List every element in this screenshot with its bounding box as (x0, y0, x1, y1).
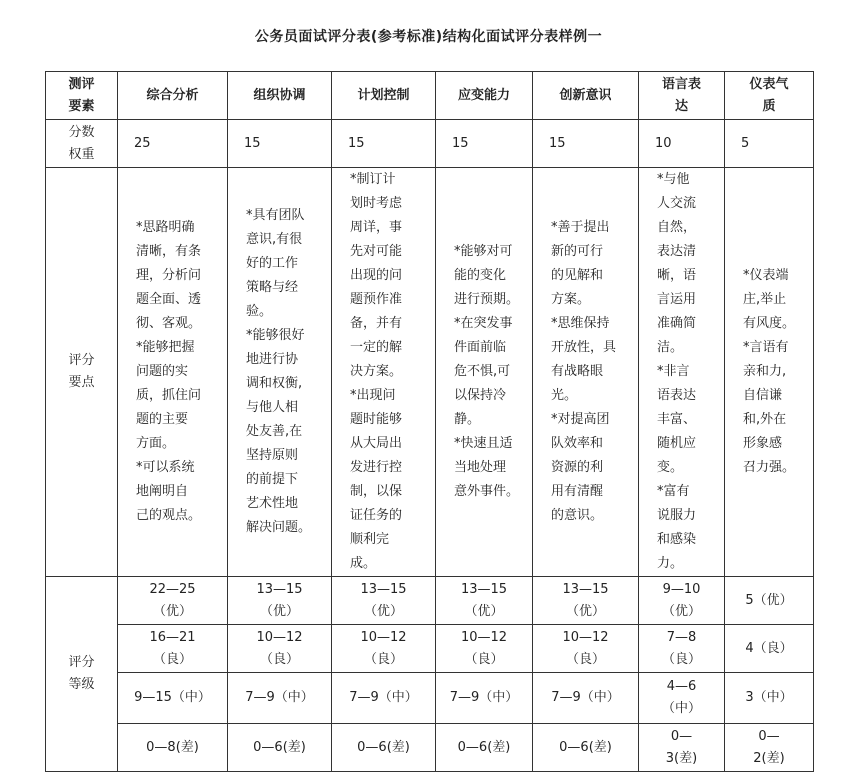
weight-row (46, 120, 814, 168)
points-cell: *具有团队 意识,有很 好的工作 策略与经 验。 *能够很好 地进行协 调和权衡, 与他人相 处友善,在 坚持原则 的前提下 艺术性地 解决问题。 (228, 168, 332, 577)
grade-cell: 13—15 （优） (436, 577, 533, 625)
row-label: 评分 要点 (46, 168, 118, 577)
grade-cell: 0—6(差) (332, 724, 436, 772)
grade-row-excellent (46, 577, 814, 625)
grade-cell: 16—21 （良） (118, 625, 228, 673)
weight-cell: 15 (533, 120, 639, 168)
header-row (46, 72, 814, 120)
grade-cell: 0— 2(差) (725, 724, 814, 772)
grade-cell: 0— 3(差) (639, 724, 725, 772)
column-header: 创新意识 (533, 72, 639, 120)
grade-row-poor (46, 724, 814, 772)
grade-cell: 0—6(差) (533, 724, 639, 772)
grade-cell: 7—9（中） (228, 673, 332, 724)
grade-cell: 13—15 （优） (332, 577, 436, 625)
weight-cell: 25 (118, 120, 228, 168)
grade-cell: 0—6(差) (436, 724, 533, 772)
grade-row-medium (46, 673, 814, 724)
weight-cell: 15 (436, 120, 533, 168)
column-header: 综合分析 (118, 72, 228, 120)
grade-cell: 4—6 （中） (639, 673, 725, 724)
grade-cell: 10—12 （良） (436, 625, 533, 673)
points-cell: *与他 人交流 自然， 表达清 晰，语 言运用 准确简 洁。 *非言 语表达 丰富、 随机应 变。 *富有 说服力 和感染 力。 (639, 168, 725, 577)
page-title: 公务员面试评分表(参考标准)结构化面试评分表样例一 (254, 29, 603, 45)
grade-cell: 10—12 （良） (332, 625, 436, 673)
grade-cell: 4（良） (725, 625, 814, 673)
points-row (46, 168, 814, 577)
weight-cell: 10 (639, 120, 725, 168)
points-cell: *仪表端 庄,举止 有风度。 *言语有 亲和力, 自信谦 和,外在 形象感 召力强。 (725, 168, 814, 577)
grade-row-good (46, 625, 814, 673)
column-header: 语言表 达 (639, 72, 725, 120)
column-header: 仪表气 质 (725, 72, 814, 120)
interview-scoring-table (45, 71, 814, 772)
grade-cell: 0—8(差) (118, 724, 228, 772)
grade-cell: 0—6(差) (228, 724, 332, 772)
row-label: 分数 权重 (46, 120, 118, 168)
points-cell: *思路明确 清晰，有条 理，分析问 题全面、透 彻、客观。 *能够把握 问题的实 质，抓住问 题的主要 方面。 *可以系统 地阐明自 己的观点。 (118, 168, 228, 577)
grade-cell: 9—15（中） (118, 673, 228, 724)
corner-header: 测评 要素 (46, 72, 118, 120)
column-header: 组织协调 (228, 72, 332, 120)
points-cell: *能够对可 能的变化 进行预期。 *在突发事 件面前临 危不惧,可 以保持冷 静。 *快速且适 当地处理 意外事件。 (436, 168, 533, 577)
grade-cell: 7—9（中） (533, 673, 639, 724)
grade-cell: 7—9（中） (436, 673, 533, 724)
points-cell: *善于提出 新的可行 的见解和 方案。 *思维保持 开放性，具 有战略眼 光。 *对提高团 队效率和 资源的利 用有清醒 的意识。 (533, 168, 639, 577)
weight-cell: 15 (228, 120, 332, 168)
grade-cell: 13—15 （优） (533, 577, 639, 625)
grade-cell: 5（优） (725, 577, 814, 625)
grade-cell: 22—25 （优） (118, 577, 228, 625)
points-cell: *制订计 划时考虑 周详，事 先对可能 出现的问 题预作准 备，并有 一定的解 决方案。 *出现问 题时能够 从大局出 发进行控 制，以保 证任务的 顺利完 成。 (332, 168, 436, 577)
grade-cell: 10—12 （良） (228, 625, 332, 673)
grade-cell: 9—10 （优） (639, 577, 725, 625)
grade-cell: 7—9（中） (332, 673, 436, 724)
column-header: 应变能力 (436, 72, 533, 120)
column-header: 计划控制 (332, 72, 436, 120)
weight-cell: 5 (725, 120, 814, 168)
grade-cell: 13—15 （优） (228, 577, 332, 625)
row-label: 评分 等级 (46, 577, 118, 772)
grade-cell: 10—12 （良） (533, 625, 639, 673)
grade-cell: 3（中） (725, 673, 814, 724)
weight-cell: 15 (332, 120, 436, 168)
grade-cell: 7—8 （良） (639, 625, 725, 673)
